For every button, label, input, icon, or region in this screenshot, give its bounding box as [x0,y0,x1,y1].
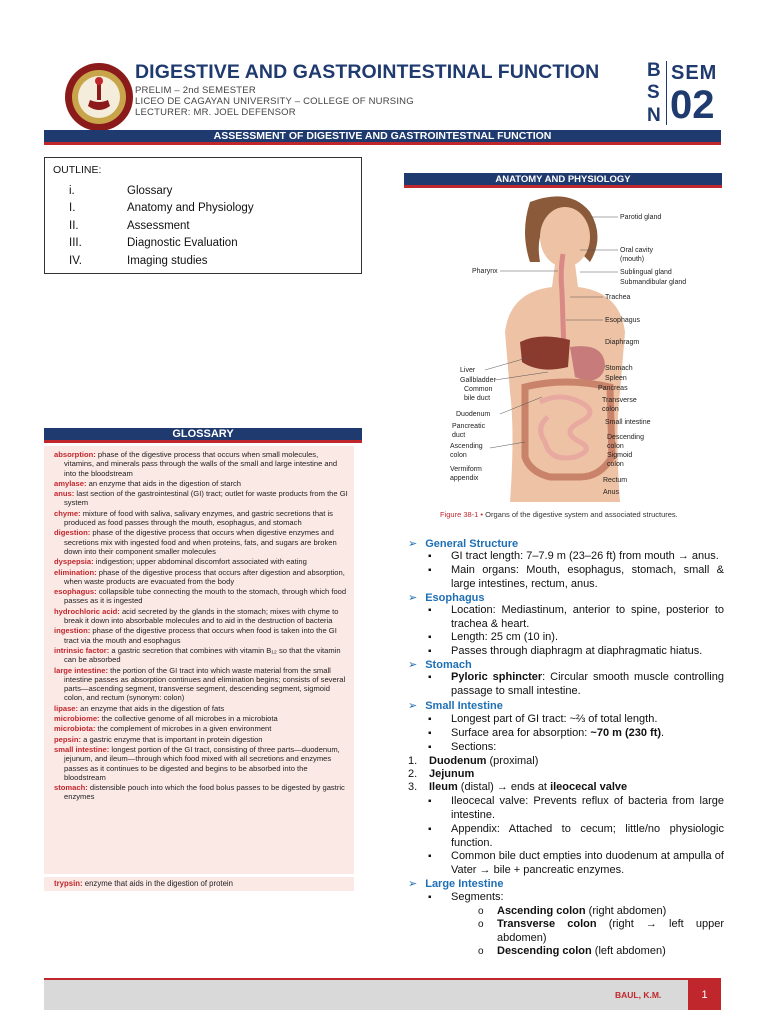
figure-caption-text: Organs of the digestive system and associated structures. [483,510,678,519]
glossary-entry [54,666,348,703]
institution-line: LICEO DE CAGAYAN UNIVERSITY – COLLEGE OF NURSING [135,96,414,107]
outline-item [53,200,353,218]
label-ascending-colon: colon [450,452,467,459]
glossary-entry [54,626,348,645]
outline-text: Assessment [127,219,190,232]
anatomy-banner: ANATOMY AND PHYSIOLOGY [404,173,722,188]
duodenum-text: (proximal) [486,755,539,767]
outline-text: Glossary [127,184,173,197]
label-anus: Anus [603,489,619,496]
label-transverse-colon: colon [602,406,619,413]
glossary-term: digestion: [54,528,91,538]
label-descending: Descending [607,434,644,441]
glossary-term: small intestine: [54,744,110,754]
subbullet-descending-colon [478,945,724,959]
outline-box [44,157,362,274]
bullet-ileocecal-valve: ▪ Ileocecal valve: Prevents reflux of bacteria from large intestine. [428,795,724,822]
label-trachea: Trachea [605,294,631,301]
glossary-entry [54,509,348,528]
outline-text: Imaging studies [127,254,208,267]
figure-esophagus [561,254,564,352]
label-parotid-gland: Parotid gland [620,214,662,221]
figure-liver [520,336,570,369]
glossary-entry [54,607,348,626]
glossary-term: lipase: [54,703,79,713]
jejunum-term: Jejunum [429,768,475,780]
digestive-system-figure [430,192,700,502]
glossary-entry [54,704,348,713]
glossary-def: a gastric secretion that combines with vitamin B₁₂ so that the vitamin can be absorbed [64,645,341,665]
glossary-def: the portion of the GI tract into which waste material from the small intestine passes as absorption continues and elimination begins; consists of several parts—ascending segment, transverse segment, descending segment, sigmoid colon, and rectum (synonym: colon) [64,665,346,703]
glossary-term: dyspepsia: [54,557,94,567]
glossary-term: trypsin: [54,879,83,888]
pyloric-sphincter-text: : Circular smooth muscle controlling passage to small intestine. [451,671,724,697]
glossary-def: a gastric enzyme that is important in protein digestion [81,734,263,744]
glossary-term: pepsin: [54,734,82,744]
outline-item [53,182,353,200]
label-appendix: appendix [450,475,479,482]
glossary-term: absorption: [54,450,96,459]
outline-num: IV. [69,254,83,267]
ileum-term: Ileum [429,781,458,793]
ileocecal-valve-term: ileocecal valve [550,781,628,793]
glossary-def: collapsible tube connecting the mouth to the stomach, through which food passes as it is ingested [64,587,347,606]
label-transverse: Transverse [602,397,637,404]
glossary-term: elimination: [54,567,97,577]
label-sigmoid-colon: colon [607,461,624,468]
outline-num: II. [69,219,79,232]
descending-colon-term: Descending colon [497,945,592,957]
glossary-def: indigestion; upper abdominal discomfort associated with eating [93,557,307,567]
glossary-def: an enzyme that aids in the digestion of starch [86,478,242,488]
glossary-entry [54,479,348,488]
section-general-structure: ➢ General Structure [408,537,518,550]
glossary-def: the complement of microbes in a given environment [95,724,272,734]
label-sigmoid: Sigmoid [607,452,633,459]
glossary-def: phase of the digestive process that occurs when small molecules, vitamins, and minerals pass through the walls of the small and large intestine and into the bloodstream [64,450,338,478]
subbullet-transverse-colon [478,918,724,945]
glossary-entry [54,587,348,606]
label-bile-duct: bile duct [464,395,491,402]
bullet-longest-part: ▪ Longest part of GI tract: ~⅔ of total length. [428,713,724,727]
figure-caption [440,510,690,519]
label-diaphragm: Diaphragm [605,339,640,346]
bullet-sections: ▪ Sections: [428,741,724,755]
label-esophagus: Esophagus [605,317,641,324]
page-number: 1 [688,980,721,1010]
label-vermiform: Vermiform [450,466,482,473]
surface-area-value: ~70 m (230 ft) [590,727,662,739]
glossary-def: longest portion of the GI tract, consisting of three parts—duodenum, jejunum, and ileum—through which food mixed with all secretions and enzymes passes as it continues to be digested and begins to be absorbed into the bloodstream [64,744,340,782]
label-pancreatic-duct: duct [452,432,466,439]
bullet-esophagus-location: ▪ Location: Mediastinum, anterior to spine, posterior to trachea & heart. [428,604,724,631]
glossary-term: intrinsic factor: [54,645,110,655]
list-number: 2. [408,768,418,780]
bsn-letter-s: S [647,82,660,103]
glossary-term: stomach: [54,783,88,793]
glossary-entry-trypsin [44,877,354,891]
label-descending-colon: colon [607,443,624,450]
figure-number: Figure 38-1 • [440,510,484,519]
sem-number: 02 [670,83,715,127]
label-stomach: Stomach [605,365,633,372]
surface-area-end: . [661,727,665,739]
outline-item [53,235,353,253]
bsn-letter-n: N [647,105,661,126]
outline-num: I. [69,202,76,215]
label-small-intestine: Small intestine [605,419,651,426]
header-divider [666,61,667,125]
glossary-entry [54,724,348,733]
bsn-letter-b: B [647,60,661,81]
glossary-entry [54,528,348,556]
bullet-gi-length: ▪ GI tract length: 7–7.9 m (23–26 ft) from mouth → anus. [428,550,724,564]
outline-text: Anatomy and Physiology [127,202,254,215]
bullet-main-organs: ▪ Main organs: Mouth, esophagus, stomach, small & large intestines, rectum, anus. [428,564,724,591]
glossary-def: the collective genome of all microbes in a microbiota [99,714,278,724]
term-line: PRELIM – 2nd SEMESTER [135,85,256,96]
document-title: DIGESTIVE AND GASTROINTESTINAL FUNCTION [135,61,600,83]
label-ascending: Ascending [450,443,483,450]
label-mouth: (mouth) [620,256,645,263]
glossary-entry [54,745,348,782]
glossary-entry [54,714,348,723]
lecturer-line: LECTURER: MR. JOEL DEFENSOR [135,107,296,118]
glossary-def: mixture of food with saliva, salivary enzymes, and gastric secretions that is produced as food passes through the mouth, esophagus, and stomach [64,508,333,528]
section-esophagus: ➢ Esophagus [408,591,485,604]
label-pancreas: Pancreas [598,385,628,392]
section-stomach: ➢ Stomach [408,658,472,671]
bullet-pyloric-sphincter [428,671,724,698]
ascending-colon-text: (right abdomen) [585,905,667,917]
outline-num: i. [69,184,75,197]
section-small-intestine: ➢ Small Intestine [408,699,503,712]
label-common: Common [464,386,493,393]
ileum-text: (distal) → ends at [457,781,551,793]
glossary-box [44,446,354,874]
glossary-def: phase of the digestive process that occurs when digestive enzymes and secretions mix with ingested food and when proteins, fats, and sugars are broken down into their component smaller molecules [64,528,337,556]
transverse-colon-term: Transverse colon [497,918,597,930]
glossary-entry [54,557,348,566]
bullet-esophagus-length: ▪ Length: 25 cm (10 in). [428,631,724,645]
bullet-segments: ▪ Segments: [428,891,724,905]
label-submandibular-gland: Submandibular gland [620,279,687,286]
transverse-colon-text: (right → left upper abdomen) [497,918,724,944]
subbullet-ascending-colon [478,905,724,919]
label-oral-cavity: Oral cavity [620,247,654,254]
outline-item [53,217,353,235]
glossary-entry [54,450,348,478]
label-gallbladder: Gallbladder [460,377,496,384]
label-liver: Liver [460,367,476,374]
glossary-term: esophagus: [54,587,97,597]
list-number: 3. [408,781,418,793]
bullet-diaphragm-hiatus: ▪ Passes through diaphragm at diaphragmatic hiatus. [428,645,724,659]
list-number: 1. [408,755,418,767]
duodenum-term: Duodenum [429,755,487,767]
figure-head [540,207,590,267]
label-pharynx: Pharynx [472,268,498,275]
outline-num: III. [69,237,82,250]
pyloric-sphincter-term: Pyloric sphincter [451,671,543,683]
glossary-entry [54,568,348,587]
glossary-def: last section of the gastrointestinal (GI) tract; outlet for waste products from the GI system [64,489,348,508]
glossary-def: distensible pouch into which the food bolus passes to be digested by gastric enzymes [64,783,345,802]
numbered-jejunum [408,768,474,780]
surface-area-text: Surface area for absorption: [451,727,591,739]
bullet-appendix: ▪ Appendix: Attached to cecum; little/no physiologic function. [428,823,724,850]
glossary-term: large intestine: [54,665,109,675]
glossary-entry [54,489,348,508]
label-spleen: Spleen [605,375,627,382]
outline-text: Diagnostic Evaluation [127,237,238,250]
footer-author: BAUL, K.M. [615,990,662,1000]
descending-colon-text: (left abdomen) [591,945,666,957]
glossary-term: ingestion: [54,626,91,636]
glossary-banner: GLOSSARY [44,428,362,443]
label-pancreatic: Pancreatic [452,423,486,430]
figure-labels-left [450,268,498,482]
glossary-term: microbiota: [54,724,96,734]
glossary-term: anus: [54,489,75,499]
glossary-def: acid secreted by the glands in the stomach; mixes with chyme to break it down into absorbable molecules and to aid in the destruction of bacteria [64,606,339,626]
outline-label: OUTLINE: [53,164,102,176]
section-large-intestine: ➢ Large Intestine [408,877,503,890]
glossary-def: an enzyme that aids in the digestion of fats [78,703,225,713]
glossary-def: phase of the digestive process that occurs when food is taken into the GI tract via the mouth and esophagus [64,626,337,645]
glossary-entry [54,783,348,802]
label-duodenum: Duodenum [456,411,491,418]
label-sublingual-gland: Sublingual gland [620,269,672,276]
bullet-surface-area [428,727,724,741]
glossary-term: hydrochloric acid: [54,606,120,616]
glossary-term: amylase: [54,478,87,488]
bullet-common-bile-duct: ▪ Common bile duct empties into duodenum at ampulla of Vater → bile + pancreatic enzymes. [428,850,724,877]
glossary-term: microbiome: [54,714,100,724]
glossary-entry [54,735,348,744]
main-section-banner: ASSESSMENT OF DIGESTIVE AND GASTROINTESTNAL FUNCTION [44,130,721,145]
ascending-colon-term: Ascending colon [497,905,586,917]
glossary-entry [54,646,348,665]
glossary-def: phase of the digestive process that occurs after digestion and absorption, when waste products are evacuated from the body [64,567,345,586]
outline-item [53,252,353,270]
numbered-duodenum [408,755,538,767]
glossary-term: chyme: [54,508,81,518]
label-rectum: Rectum [603,477,628,484]
glossary-def: enzyme that aids in the digestion of protein [82,879,233,888]
sem-label: SEM [671,62,718,84]
university-seal-logo [64,62,134,132]
numbered-ileum [408,781,627,793]
